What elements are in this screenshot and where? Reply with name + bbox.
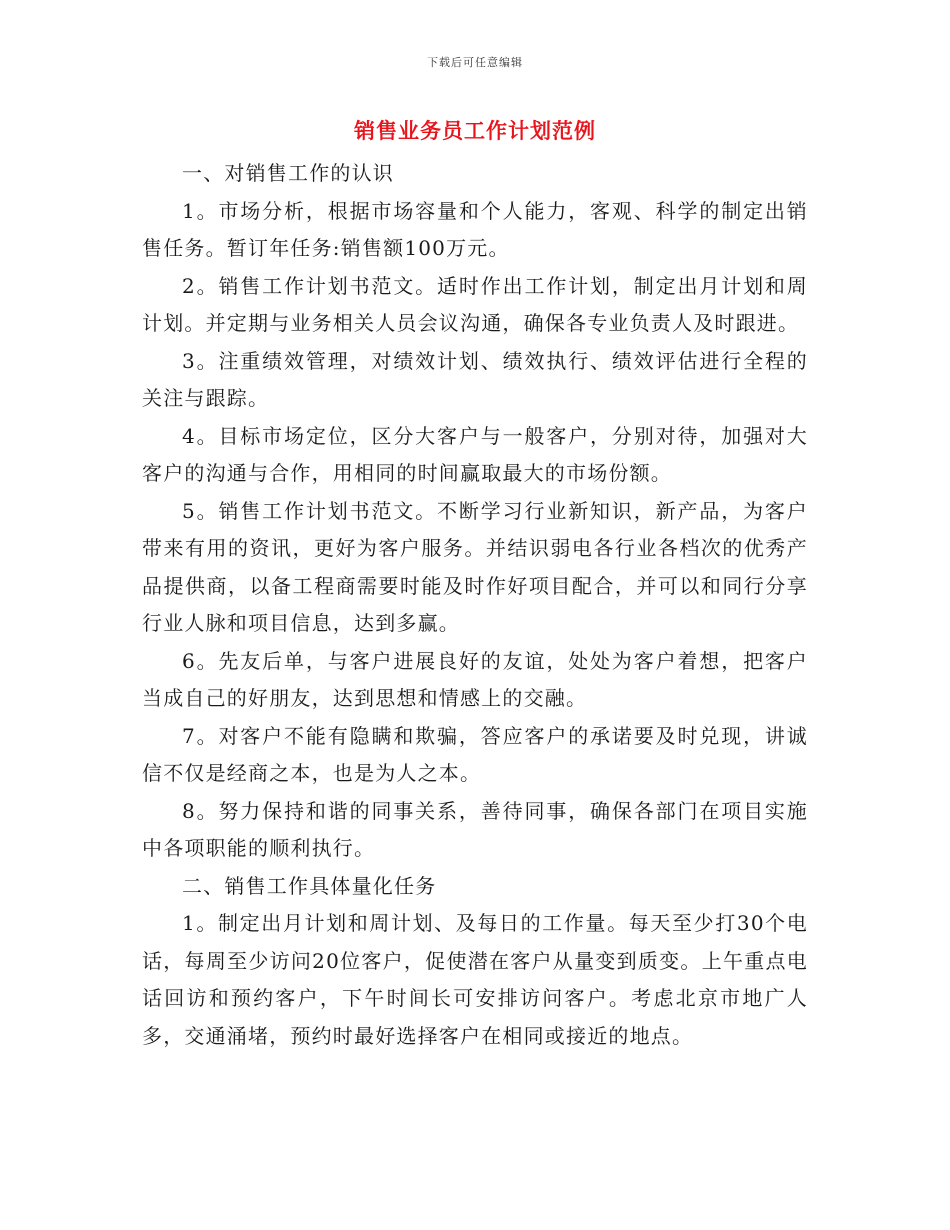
section-heading-2: 二、销售工作具体量化任务 — [182, 873, 437, 898]
paragraph: 8。努力保持和谐的同事关系，善待同事，确保各部门在项目实施中各项职能的顺利执行。 — [142, 798, 808, 860]
document-body — [142, 155, 808, 1055]
paragraph: 6。先友后单，与客户进展良好的友谊，处处为客户着想，把客户当成自己的好朋友，达到思想和情感上的交融。 — [142, 648, 808, 710]
paragraph: 4。目标市场定位，区分大客户与一般客户，分别对待，加强对大客户的沟通与合作，用相同的时间赢取最大的市场份额。 — [142, 423, 808, 485]
paragraph: 1。市场分析，根据市场容量和个人能力，客观、科学的制定出销售任务。暂订年任务:销售额100万元。 — [142, 198, 808, 260]
paragraph: 7。对客户不能有隐瞒和欺骗，答应客户的承诺要及时兑现，讲诚信不仅是经商之本，也是为人之本。 — [142, 723, 808, 785]
paragraph: 2。销售工作计划书范文。适时作出工作计划，制定出月计划和周计划。并定期与业务相关人员会议沟通，确保各专业负责人及时跟进。 — [142, 273, 808, 335]
section-heading-1: 一、对销售工作的认识 — [182, 161, 394, 185]
document-title: 销售业务员工作计划范例 — [354, 118, 596, 143]
paragraph: 3。注重绩效管理，对绩效计划、绩效执行、绩效评估进行全程的关注与跟踪。 — [142, 348, 808, 410]
header-note: 下载后可任意编辑 — [427, 56, 523, 69]
paragraph: 1。制定出月计划和周计划、及每日的工作量。每天至少打30个电话，每周至少访问20位客户，促使潜在客户从量变到质变。上午重点电话回访和预约客户，下午时间长可安排访问客户。考虑北京市地广人多，交通涌堵，预约时最好选择客户在相同或接近的地点。 — [142, 911, 808, 1048]
paragraph: 5。销售工作计划书范文。不断学习行业新知识，新产品，为客户带来有用的资讯，更好为客户服务。并结识弱电各行业各档次的优秀产品提供商，以备工程商需要时能及时作好项目配合，并可以和同行分享行业人脉和项目信息，达到多赢。 — [142, 498, 808, 635]
